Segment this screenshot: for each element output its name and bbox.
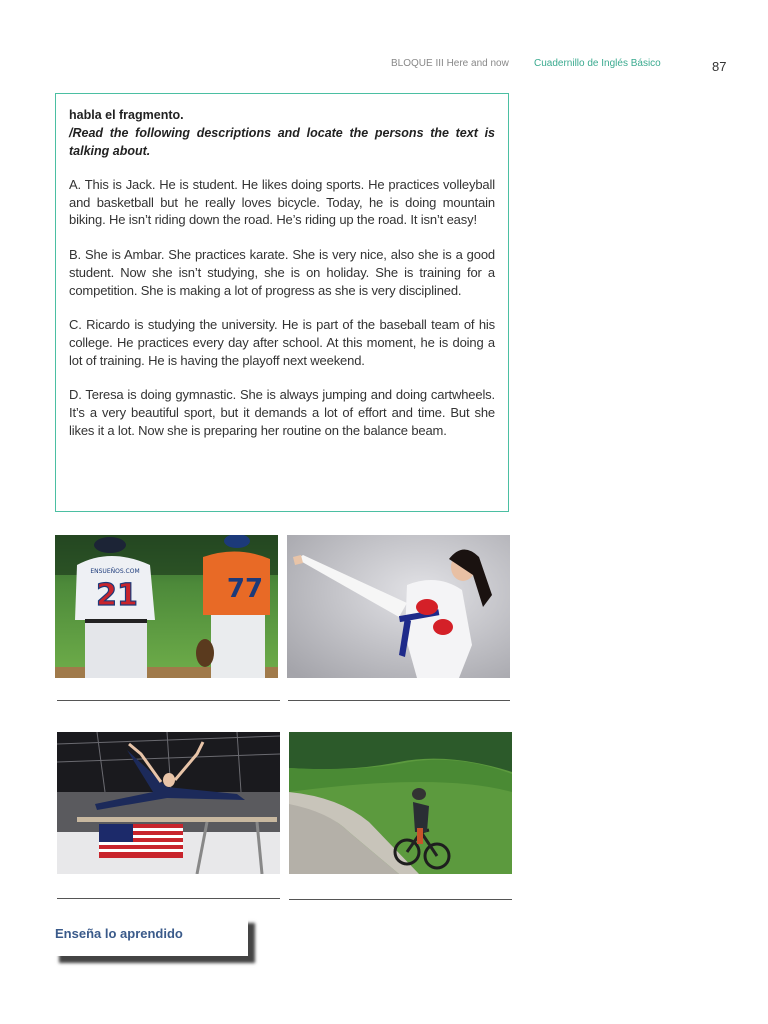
description-d: D. Teresa is doing gymnastic. She is always jumping and doing cartwheels. It’s a very beautiful sport, but it demands a lot of effort and time. But she likes it a lot. Now she is preparing her routine on the balance beam. <box>69 387 495 438</box>
description-a: A. This is Jack. He is student. He likes doing sports. He practices volleyball and basketball but he really loves bicycle. Today, he is doing mountain biking. He isn’t riding down the road. He’s riding up the road. It isn’t easy! <box>69 177 495 228</box>
answer-line-2[interactable] <box>288 700 510 701</box>
header-cuadernillo: Cuadernillo de Inglés Básico <box>534 58 661 69</box>
description-b: B. She is Ambar. She practices karate. She is very nice, also she is a good student. Now she isn’t studying, she is on holiday. She is training for a competition. She is making a lot of progress as she is very disciplined. <box>69 247 495 298</box>
header-bloque: BLOQUE III Here and now <box>391 58 509 69</box>
descriptions-box <box>55 93 509 512</box>
gymnastics-photo <box>57 732 280 874</box>
page-header <box>0 57 768 77</box>
instruction-spanish: habla el fragmento. <box>69 108 184 122</box>
jersey-left-text: ENSUEÑOS.COM <box>90 568 140 575</box>
page-number: 87 <box>712 59 727 74</box>
jersey-left-number: 21 <box>96 578 138 613</box>
footer-label: Enseña lo aprendido <box>55 926 183 941</box>
instruction-english: /Read the following descriptions and locate the persons the text is talking about. <box>69 126 495 158</box>
answer-line-4[interactable] <box>289 899 512 900</box>
baseball-photo <box>55 535 278 678</box>
answer-line-1[interactable] <box>57 700 280 701</box>
answer-line-3[interactable] <box>57 898 280 899</box>
description-c: C. Ricardo is studying the university. He is part of the baseball team of his college. He practices every day after school. At this moment, he is doing a lot of training. He is having the playoff next weekend. <box>69 317 495 368</box>
footer-section-tab <box>52 916 248 956</box>
karate-photo <box>287 535 510 678</box>
mountain-biking-photo <box>289 732 512 874</box>
jersey-right-number: 77 <box>226 574 264 604</box>
